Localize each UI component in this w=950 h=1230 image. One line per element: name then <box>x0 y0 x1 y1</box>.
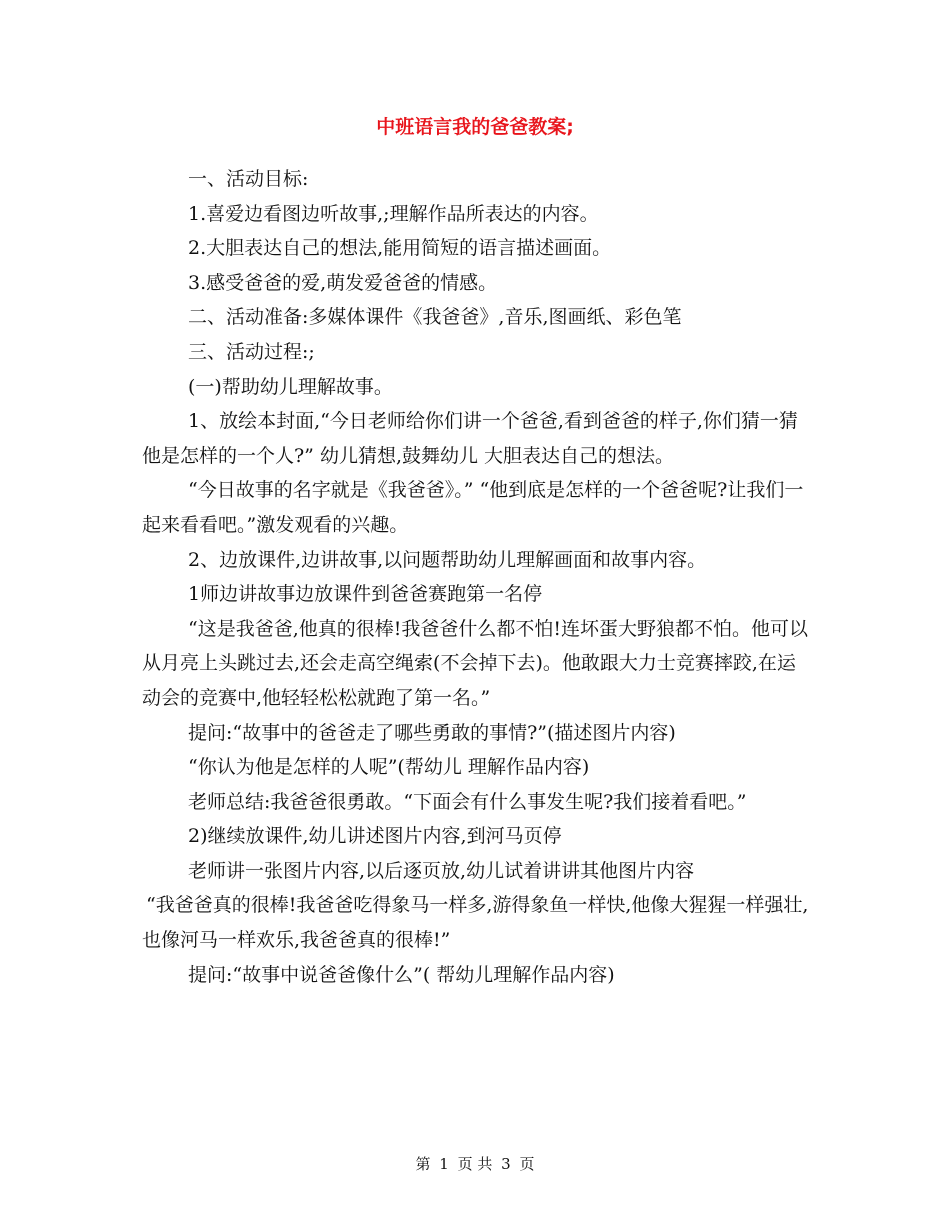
paragraph: (一)帮助幼儿理解故事。 <box>188 375 393 398</box>
paragraph: “今日故事的名字就是《我爸爸》。” “他到底是怎样的一个爸爸呢?让我们一起来看看吧。”激发观看的兴趣。 <box>142 479 804 536</box>
paragraph: 1师边讲故事边放课件到爸爸赛跑第一名停 <box>188 583 543 606</box>
footer-page-number: 1 <box>439 1155 449 1173</box>
page-footer <box>0 1154 950 1174</box>
footer-suffix: 页 <box>519 1155 535 1173</box>
document-title: 中班语言我的爸爸教案; <box>376 116 574 138</box>
paragraph: 老师总结:我爸爸很勇敢。“下面会有什么事发生呢?我们接着看吧。” <box>188 790 747 813</box>
footer-middle: 页 共 <box>457 1155 493 1173</box>
paragraph: 2、边放课件,边讲故事,以问题帮助幼儿理解画面和故事内容。 <box>188 548 707 571</box>
paragraph: 提问:“故事中的爸爸走了哪些勇敢的事情?”(描述图片内容) <box>188 721 676 744</box>
paragraph: 提问:“故事中说爸爸像什么”( 帮幼儿理解作品内容) <box>188 963 615 986</box>
footer-prefix: 第 <box>415 1155 431 1173</box>
paragraph: 2.大胆表达自己的想法,能用简短的语言描述画面。 <box>188 237 612 260</box>
document-body <box>142 162 810 992</box>
paragraph: “你认为他是怎样的人呢”(帮幼儿 理解作品内容) <box>188 756 590 779</box>
paragraph: 2)继续放课件,幼儿讲述图片内容,到河马页停 <box>188 825 562 848</box>
paragraph: 1.喜爱边看图边听故事,;理解作品所表达的内容。 <box>188 202 599 225</box>
paragraph: 三、活动过程:; <box>188 340 315 363</box>
footer-total-pages: 3 <box>501 1155 511 1173</box>
paragraph: 1、放绘本封面,“今日老师给你们讲一个爸爸,看到爸爸的样子,你们猜一猜他是怎样的一个人?” 幼儿猜想,鼓舞幼儿 大胆表达自己的想法。 <box>142 410 798 467</box>
paragraph: “这是我爸爸,他真的很棒!我爸爸什么都不怕!连坏蛋大野狼都不怕。他可以从月亮上头跳过去,还会走高空绳索(不会掉下去)。他敢跟大力士竞赛摔跤,在运动会的竞赛中,他轻轻松松就跑了第一名。” <box>142 617 809 709</box>
paragraph: 一、活动目标: <box>188 168 309 190</box>
paragraph: 二、活动准备:多媒体课件《我爸爸》,音乐,图画纸、彩色笔 <box>188 306 682 329</box>
paragraph: “我爸爸真的很棒!我爸爸吃得象马一样多,游得象鱼一样快,他像大猩猩一样强壮,也像河马一样欢乐,我爸爸真的很棒!” <box>142 894 809 952</box>
paragraph: 3.感受爸爸的爱,萌发爱爸爸的情感。 <box>188 271 498 294</box>
paragraph: 老师讲一张图片内容,以后逐页放,幼儿试着讲讲其他图片内容 <box>188 859 695 882</box>
